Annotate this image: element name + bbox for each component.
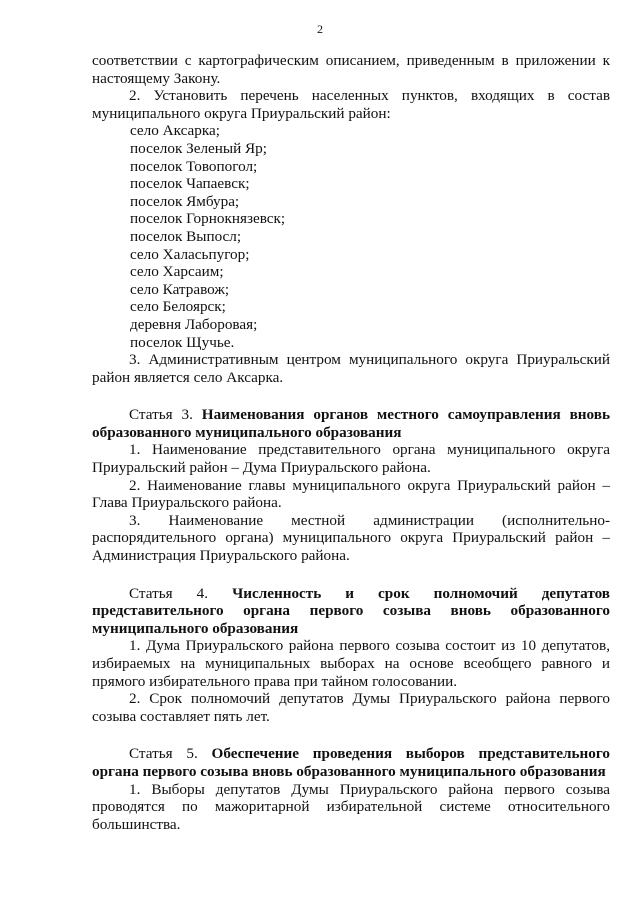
settlement-item: поселок Зеленый Яр;	[130, 139, 267, 157]
intro-continuation: соответствии с картографическим описанием, приведенным в приложении к настоящему Закону.	[92, 52, 610, 87]
article-4-item-2: 2. Срок полномочий депутатов Думы Приуральского района первого созыва составляет пять лет.	[92, 690, 610, 725]
article-3-prefix: Статья 3.	[129, 406, 193, 424]
settlement-item: поселок Горнокнязевск;	[130, 210, 286, 228]
article-4-heading	[92, 585, 610, 638]
article-4-title: Численность и срок полномочий депутатов представительного органа первого созыва вновь образованного муниципального образования	[92, 584, 611, 637]
article-4-prefix: Статья 4.	[129, 584, 209, 602]
article-3-heading	[92, 406, 610, 441]
article-3-title: Наименования органов местного самоуправления вновь образованного муниципального образования	[92, 406, 610, 441]
settlement-item: поселок Щучье.	[130, 333, 235, 351]
settlement-item: село Харсаим;	[130, 263, 224, 281]
article-5-item-1: 1. Выборы депутатов Думы Приуральского района первого созыва проводятся по мажоритарной избирательной системе относительного большинства.	[92, 780, 610, 833]
settlement-item: село Катравож;	[130, 280, 230, 298]
settlement-item: село Аксарка;	[130, 122, 220, 140]
settlement-item: поселок Ямбура;	[130, 192, 240, 210]
settlement-item: поселок Выпосл;	[130, 227, 242, 245]
article-3-item-3-rest: распорядительного органа) муниципального округа Приуральский район – Администрация Приуральского района.	[92, 529, 610, 565]
document-body	[92, 52, 610, 833]
settlement-item: поселок Чапаевск;	[130, 175, 250, 193]
intro-item-2: 2. Установить перечень населенных пунктов, входящих в состав муниципального округа Приуральский район:	[92, 87, 610, 122]
article-3-item-2: 2. Наименование главы муниципального округа Приуральский район – Глава Приуральского района.	[92, 476, 610, 512]
settlement-item: село Халасьпугор;	[130, 245, 250, 263]
article-3-item-3-line-1: 3. Наименование местной администрации (исполнительно-	[129, 511, 610, 529]
settlement-item: деревня Лаборовая;	[130, 315, 258, 333]
settlement-item: поселок Товопогол;	[130, 157, 258, 175]
page-number: 2	[317, 22, 323, 36]
article-5-title: Обеспечение проведения выборов представительного органа первого созыва вновь образованного муниципального образования	[92, 745, 611, 780]
article-5-prefix: Статья 5.	[129, 745, 198, 763]
settlement-item: село Белоярск;	[130, 298, 226, 316]
article-5-heading	[92, 745, 610, 780]
intro-item-3: 3. Административным центром муниципального округа Приуральский район является село Аксарка.	[92, 351, 610, 386]
article-3-item-1: 1. Наименование представительного органа муниципального округа Приуральский район – Дума Приуральского района.	[92, 441, 610, 477]
settlement-list	[92, 122, 610, 351]
article-4-item-1: 1. Дума Приуральского района первого созыва состоит из 10 депутатов, избираемых на муниципальных выборах на основе всеобщего равного и прямого избирательного права при тайном голосовании.	[92, 637, 610, 690]
